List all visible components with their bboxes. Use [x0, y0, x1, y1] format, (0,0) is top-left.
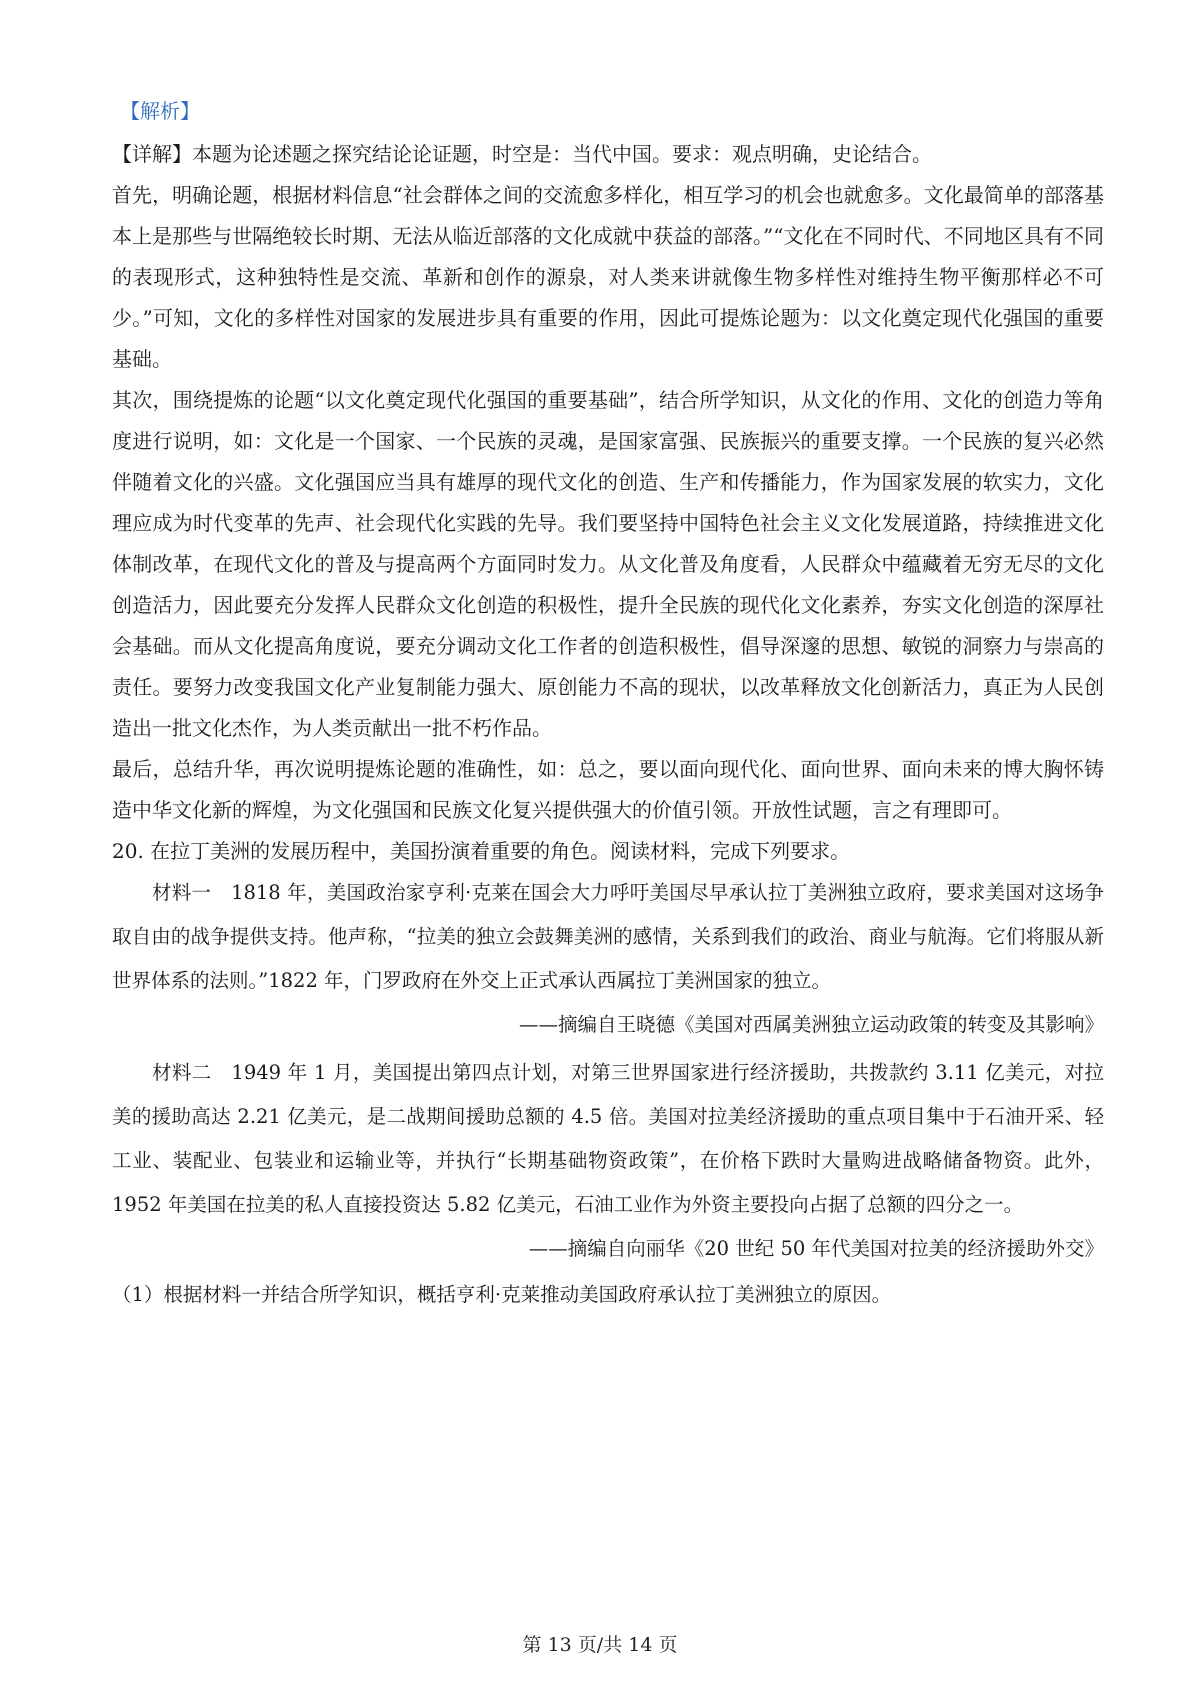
material-two-source: ——摘编自向丽华《20 世纪 50 年代美国对拉美的经济援助外交》 [528, 1237, 1104, 1260]
material-two: 材料二 1949 年 1 月，美国提出第四点计划，对第三世界国家进行经济援助，共拨款约 3.11 亿美元，对拉美的援助高达 2.21 亿美元，是二战期间援助总额的 4.5 倍。美国对拉美经济援助的重点项目集中于石油开采、轻工业、装配业、包装业和运输业等，并执行“长期基础物资政策”，在价格下跌时大量购进战略储备物资。此外，1952 年美国在拉美的私人直接投资达 5.82 亿美元，石油工业作为外资主要投向占据了总额的四分之一。 [112, 1061, 1104, 1216]
sub-question-1: （1）根据材料一并结合所学知识，概括亨利·克莱推动美国政府承认拉丁美洲独立的原因。 [112, 1283, 892, 1306]
answer-paragraph-first: 首先，明确论题，根据材料信息“社会群体之间的交流愈多样化，相互学习的机会也就愈多。文化最简单的部落基本上是那些与世隔绝较长时期、无法从临近部落的文化成就中获益的部落。”“文化在不同时代、不同地区具有不同的表现形式，这种独特性是交流、革新和创作的源泉，对人类来讲就像生物多样性对维持生物平衡那样必不可少。”可知，文化的多样性对国家的发展进步具有重要的作用，因此可提炼论题为：以文化奠定现代化强国的重要基础。 [112, 183, 1104, 371]
question-20-stem: 20. 在拉丁美洲的发展历程中，美国扮演着重要的角色。阅读材料，完成下列要求。 [112, 839, 851, 863]
answer-paragraph-last: 最后，总结升华，再次说明提炼论题的准确性，如：总之，要以面向现代化、面向世界、面向未来的博大胸怀铸造中华文化新的辉煌，为文化强国和民族文化复兴提供强大的价值引领。开放性试题，言之有理即可。 [112, 757, 1104, 822]
material-one-source: ——摘编自王晓德《美国对西属美洲独立运动政策的转变及其影响》 [518, 1013, 1104, 1036]
answer-paragraph-second: 其次，围绕提炼的论题“以文化奠定现代化强国的重要基础”，结合所学知识，从文化的作用、文化的创造力等角度进行说明，如：文化是一个国家、一个民族的灵魂，是国家富强、民族振兴的重要支撑。一个民族的复兴必然伴随着文化的兴盛。文化强国应当具有雄厚的现代文化的创造、生产和传播能力，作为国家发展的软实力，文化理应成为时代变革的先声、社会现代化实践的先导。我们要坚持中国特色社会主义文化发展道路，持续推进文化体制改革，在现代文化的普及与提高两个方面同时发力。从文化普及角度看，人民群众中蕴藏着无穷无尽的文化创造活力，因此要充分发挥人民群众文化创造的积极性，提升全民族的现代化文化素养，夯实文化创造的深厚社会基础。而从文化提高角度说，要充分调动文化工作者的创造积极性，倡导深邃的思想、敏锐的洞察力与崇高的责任。要努力改变我国文化产业复制能力强大、原创能力不高的现状，以改革释放文化创新活力，真正为人民创造出一批文化杰作，为人类贡献出一批不朽作品。 [112, 388, 1104, 740]
material-one: 材料一 1818 年，美国政治家亨利·克莱在国会大力呼吁美国尽早承认拉丁美洲独立政府，要求美国对这场争取自由的战争提供支持。他声称，“拉美的独立会鼓舞美洲的感情，关系到我们的政治、商业与航海。它们将服从新世界体系的法则。”1822 年，门罗政府在外交上正式承认西属拉丁美洲国家的独立。 [112, 881, 1104, 992]
page-content [112, 96, 1104, 1315]
page-number-footer: 第 13 页/共 14 页 [522, 1634, 678, 1656]
analysis-heading: 【解析】 [120, 99, 200, 123]
detail-paragraph: 【详解】本题为论述题之探究结论论证题，时空是：当代中国。要求：观点明确，史论结合。 [112, 142, 932, 166]
